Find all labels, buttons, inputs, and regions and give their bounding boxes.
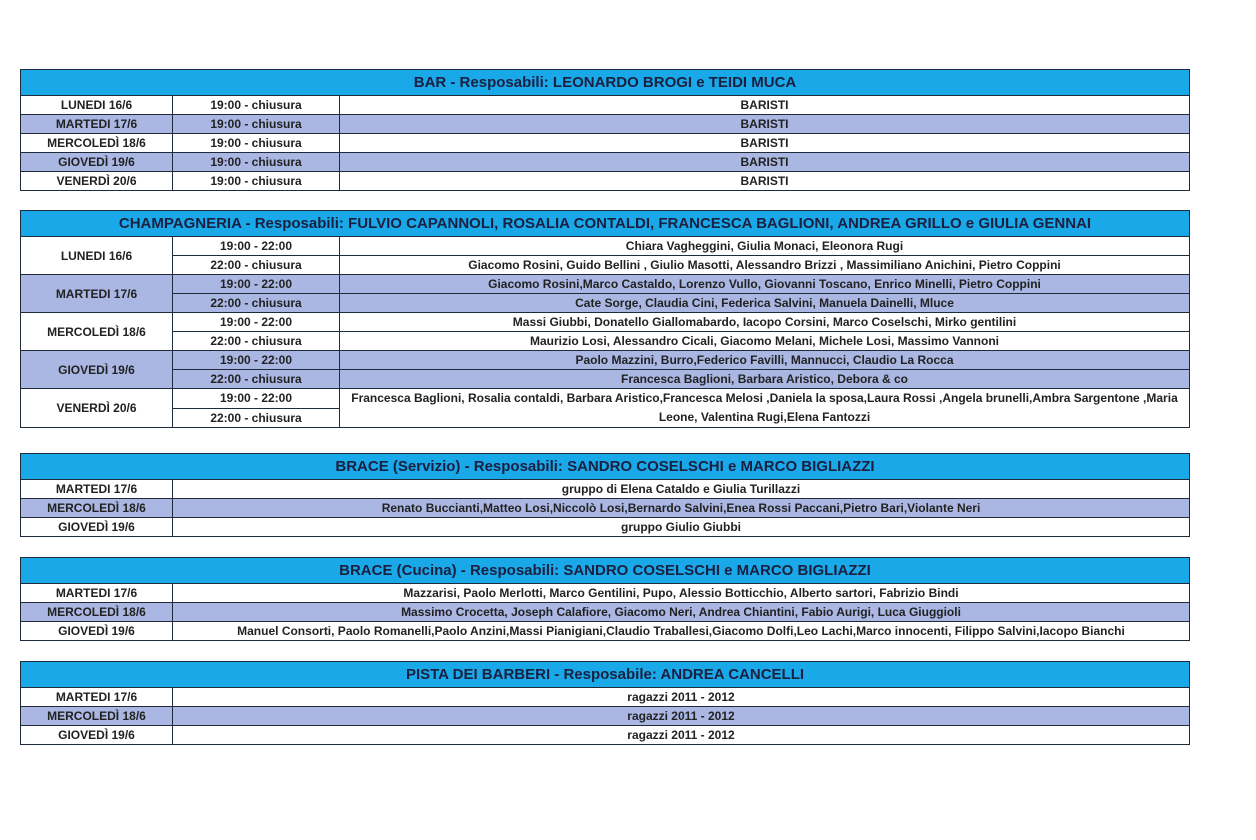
staff-cell: gruppo di Elena Cataldo e Giulia Turillazzi [173,480,1190,499]
time-cell: 22:00 - chiusura [173,408,340,428]
day-cell: GIOVEDÌ 19/6 [21,351,173,389]
champagneria-table [20,210,1190,428]
staff-cell: BARISTI [340,153,1190,172]
time-cell: 19:00 - chiusura [173,172,340,191]
time-cell: 19:00 - 22:00 [173,313,340,332]
day-cell: LUNEDI 16/6 [21,96,173,115]
staff-cell: Mazzarisi, Paolo Merlotti, Marco Gentilini, Pupo, Alessio Botticchio, Alberto sartori, Fabrizio Bindi [173,584,1190,603]
staff-cell: Paolo Mazzini, Burro,Federico Favilli, Mannucci, Claudio La Rocca [340,351,1190,370]
table-row [21,256,1190,275]
staff-cell: Massimo Crocetta, Joseph Calafiore, Giacomo Neri, Andrea Chiantini, Fabio Aurigi, Luca Giuggioli [173,603,1190,622]
table-row [21,153,1190,172]
staff-cell: Maurizio Losi, Alessandro Cicali, Giacomo Melani, Michele Losi, Massimo Vannoni [340,332,1190,351]
day-cell: GIOVEDÌ 19/6 [21,726,173,745]
day-cell: VENERDÌ 20/6 [21,172,173,191]
table-row [21,115,1190,134]
time-cell: 19:00 - chiusura [173,134,340,153]
time-cell: 19:00 - chiusura [173,96,340,115]
day-cell: VENERDÌ 20/6 [21,389,173,428]
brace-cucina-table [20,557,1190,641]
staff-cell: Francesca Baglioni, Barbara Aristico, Debora & co [340,370,1190,389]
staff-cell: BARISTI [340,134,1190,153]
day-cell: MERCOLEDÌ 18/6 [21,134,173,153]
staff-cell: Cate Sorge, Claudia Cini, Federica Salvini, Manuela Dainelli, Mluce [340,294,1190,313]
pista-table [20,661,1190,745]
table-row [21,313,1190,332]
staff-cell: Giacomo Rosini,Marco Castaldo, Lorenzo Vullo, Giovanni Toscano, Enrico Minelli, Pietro Coppini [340,275,1190,294]
table-row [21,584,1190,603]
staff-cell: gruppo Giulio Giubbi [173,518,1190,537]
day-cell: MARTEDI 17/6 [21,115,173,134]
staff-cell: BARISTI [340,115,1190,134]
day-cell: LUNEDI 16/6 [21,237,173,275]
day-cell: MARTEDI 17/6 [21,688,173,707]
day-cell: GIOVEDÌ 19/6 [21,153,173,172]
champagneria-header: CHAMPAGNERIA - Resposabili: FULVIO CAPANNOLI, ROSALIA CONTALDI, FRANCESCA BAGLIONI, ANDREA GRILLO e GIULIA GENNAI [21,211,1190,237]
time-cell: 22:00 - chiusura [173,332,340,351]
time-cell: 22:00 - chiusura [173,294,340,313]
time-cell: 19:00 - chiusura [173,153,340,172]
time-cell: 22:00 - chiusura [173,370,340,389]
bar-table [20,69,1190,191]
table-row [21,134,1190,153]
day-cell: MARTEDI 17/6 [21,480,173,499]
table-row [21,480,1190,499]
brace-servizio-table [20,453,1190,537]
table-row [21,172,1190,191]
time-cell: 19:00 - 22:00 [173,275,340,294]
staff-cell: ragazzi 2011 - 2012 [173,688,1190,707]
day-cell: MARTEDI 17/6 [21,584,173,603]
table-row [21,237,1190,256]
table-row [21,518,1190,537]
table-row [21,389,1190,409]
staff-cell: BARISTI [340,172,1190,191]
day-cell: MERCOLEDÌ 18/6 [21,707,173,726]
staff-cell: Chiara Vagheggini, Giulia Monaci, Eleonora Rugi [340,237,1190,256]
staff-cell: Manuel Consorti, Paolo Romanelli,Paolo Anzini,Massi Pianigiani,Claudio Traballesi,Giacomo Dolfi,Leo Lachi,Marco innocenti, Filippo Salvini,Iacopo Bianchi [173,622,1190,641]
table-row [21,351,1190,370]
time-cell: 19:00 - 22:00 [173,351,340,370]
day-cell: MARTEDI 17/6 [21,275,173,313]
staff-cell: Giacomo Rosini, Guido Bellini , Giulio Masotti, Alessandro Brizzi , Massimiliano Anichini, Pietro Coppini [340,256,1190,275]
table-row [21,726,1190,745]
table-row [21,370,1190,389]
table-row [21,603,1190,622]
pista-header: PISTA DEI BARBERI - Resposabile: ANDREA CANCELLI [21,662,1190,688]
table-row [21,332,1190,351]
day-cell: GIOVEDÌ 19/6 [21,518,173,537]
day-cell: MERCOLEDÌ 18/6 [21,313,173,351]
day-cell: MERCOLEDÌ 18/6 [21,603,173,622]
table-row [21,688,1190,707]
staff-cell: Massi Giubbi, Donatello Giallomabardo, Iacopo Corsini, Marco Coselschi, Mirko gentilini [340,313,1190,332]
table-row [21,294,1190,313]
staff-cell: Renato Buccianti,Matteo Losi,Niccolò Losi,Bernardo Salvini,Enea Rossi Paccani,Pietro Bari,Violante Neri [173,499,1190,518]
table-row [21,96,1190,115]
staff-cell: Francesca Baglioni, Rosalia contaldi, Barbara Aristico,Francesca Melosi ,Daniela la sposa,Laura Rossi ,Angela brunelli,Ambra Sargentone ,Maria Leone, Valentina Rugi,Elena Fantozzi [340,389,1190,428]
staff-cell: BARISTI [340,96,1190,115]
staff-cell: ragazzi 2011 - 2012 [173,726,1190,745]
brace-servizio-header: BRACE (Servizio) - Resposabili: SANDRO COSELSCHI e MARCO BIGLIAZZI [21,454,1190,480]
table-row [21,499,1190,518]
table-row [21,275,1190,294]
time-cell: 22:00 - chiusura [173,256,340,275]
table-row [21,622,1190,641]
time-cell: 19:00 - chiusura [173,115,340,134]
bar-header: BAR - Resposabili: LEONARDO BROGI e TEIDI MUCA [21,70,1190,96]
day-cell: GIOVEDÌ 19/6 [21,622,173,641]
brace-cucina-header: BRACE (Cucina) - Resposabili: SANDRO COSELSCHI e MARCO BIGLIAZZI [21,558,1190,584]
time-cell: 19:00 - 22:00 [173,389,340,409]
staff-cell: ragazzi 2011 - 2012 [173,707,1190,726]
table-row [21,707,1190,726]
day-cell: MERCOLEDÌ 18/6 [21,499,173,518]
time-cell: 19:00 - 22:00 [173,237,340,256]
